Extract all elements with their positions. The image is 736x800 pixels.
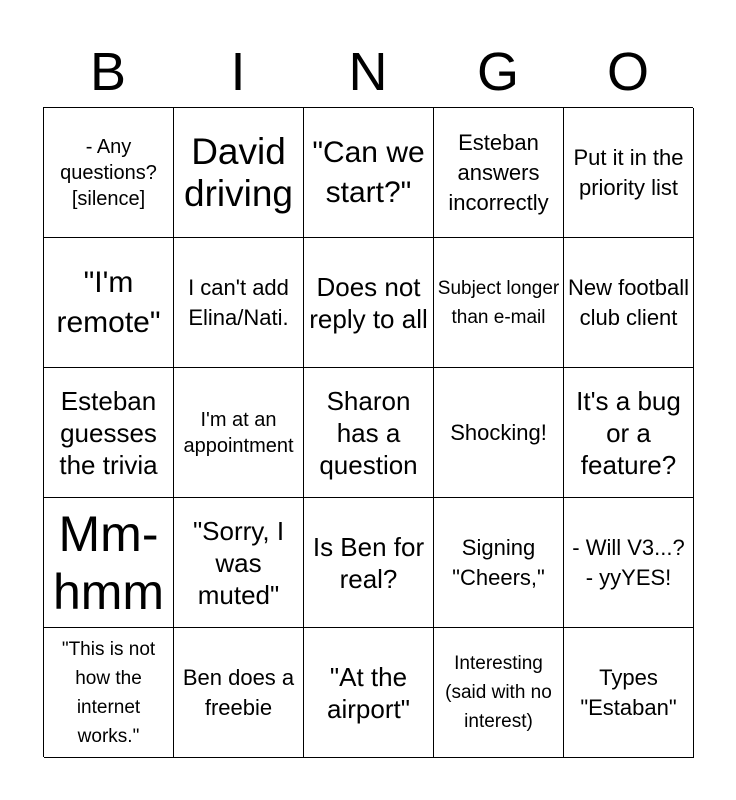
cell-text: David driving [184,130,293,214]
cell-text: Ben does a freebie [182,664,295,720]
bingo-cell[interactable] [434,498,564,628]
header-letter-g: G [476,42,519,102]
bingo-cell[interactable] [174,238,304,368]
cell-text: Sharon has a question [319,385,418,480]
bingo-cell[interactable] [434,368,564,498]
bingo-cell[interactable] [174,498,304,628]
bingo-cell[interactable] [44,108,174,238]
bingo-cell[interactable] [304,498,434,628]
cell-text: Shocking! [450,419,547,445]
bingo-cell[interactable] [44,238,174,368]
cell-text: Interesting (said with no interest) [445,653,552,732]
bingo-grid [43,107,693,757]
cell-text: It's a bug or a feature? [576,385,681,480]
cell-text: Mm-hmm [52,505,165,620]
cell-text: New football club client [567,274,690,330]
bingo-cell[interactable] [304,368,434,498]
bingo-cell[interactable] [174,108,304,238]
cell-text: Put it in the priority list [573,144,684,200]
cell-text: "I'm remote" [56,265,161,339]
header-letter-b: B [89,42,127,102]
bingo-cell[interactable] [44,368,174,498]
bingo-cell[interactable] [434,628,564,758]
cell-text: "Sorry, I was muted" [192,515,285,610]
bingo-cell[interactable] [174,368,304,498]
cell-text: "Can we start?" [312,135,425,209]
cell-text: Is Ben for real? [312,531,425,594]
cell-text: Esteban guesses the trivia [59,385,158,480]
bingo-cell[interactable] [44,498,174,628]
bingo-cell[interactable] [564,628,694,758]
cell-text: "This is not how the internet works." [61,638,156,747]
bingo-cell[interactable] [564,498,694,628]
header-letter-o: O [606,42,649,102]
bingo-cell[interactable] [564,368,694,498]
cell-text: Types "Estaban" [580,664,677,720]
cell-text: "At the airport" [327,661,410,724]
bingo-cell[interactable] [304,238,434,368]
cell-text: I can't add Elina/Nati. [188,274,289,330]
bingo-cell[interactable] [564,238,694,368]
cell-text: I'm at an appointment [183,408,294,457]
bingo-cell[interactable] [304,628,434,758]
bingo-cell[interactable] [174,628,304,758]
header-letter-n: N [348,42,388,102]
bingo-cell[interactable] [304,108,434,238]
cell-text: Signing "Cheers," [452,534,545,590]
cell-text: Does not reply to all [309,271,428,334]
cell-text: - Will V3...? - yyYES! [572,534,685,590]
cell-text: Subject longer than e-mail [437,277,560,328]
bingo-cell[interactable] [44,628,174,758]
bingo-cell[interactable] [564,108,694,238]
header-letter-i: I [230,42,246,102]
bingo-cell[interactable] [434,238,564,368]
cell-text: - Any questions? [silence] [60,135,157,210]
cell-text: Esteban answers incorrectly [448,129,549,215]
bingo-cell[interactable] [434,108,564,238]
bingo-header [43,40,693,104]
